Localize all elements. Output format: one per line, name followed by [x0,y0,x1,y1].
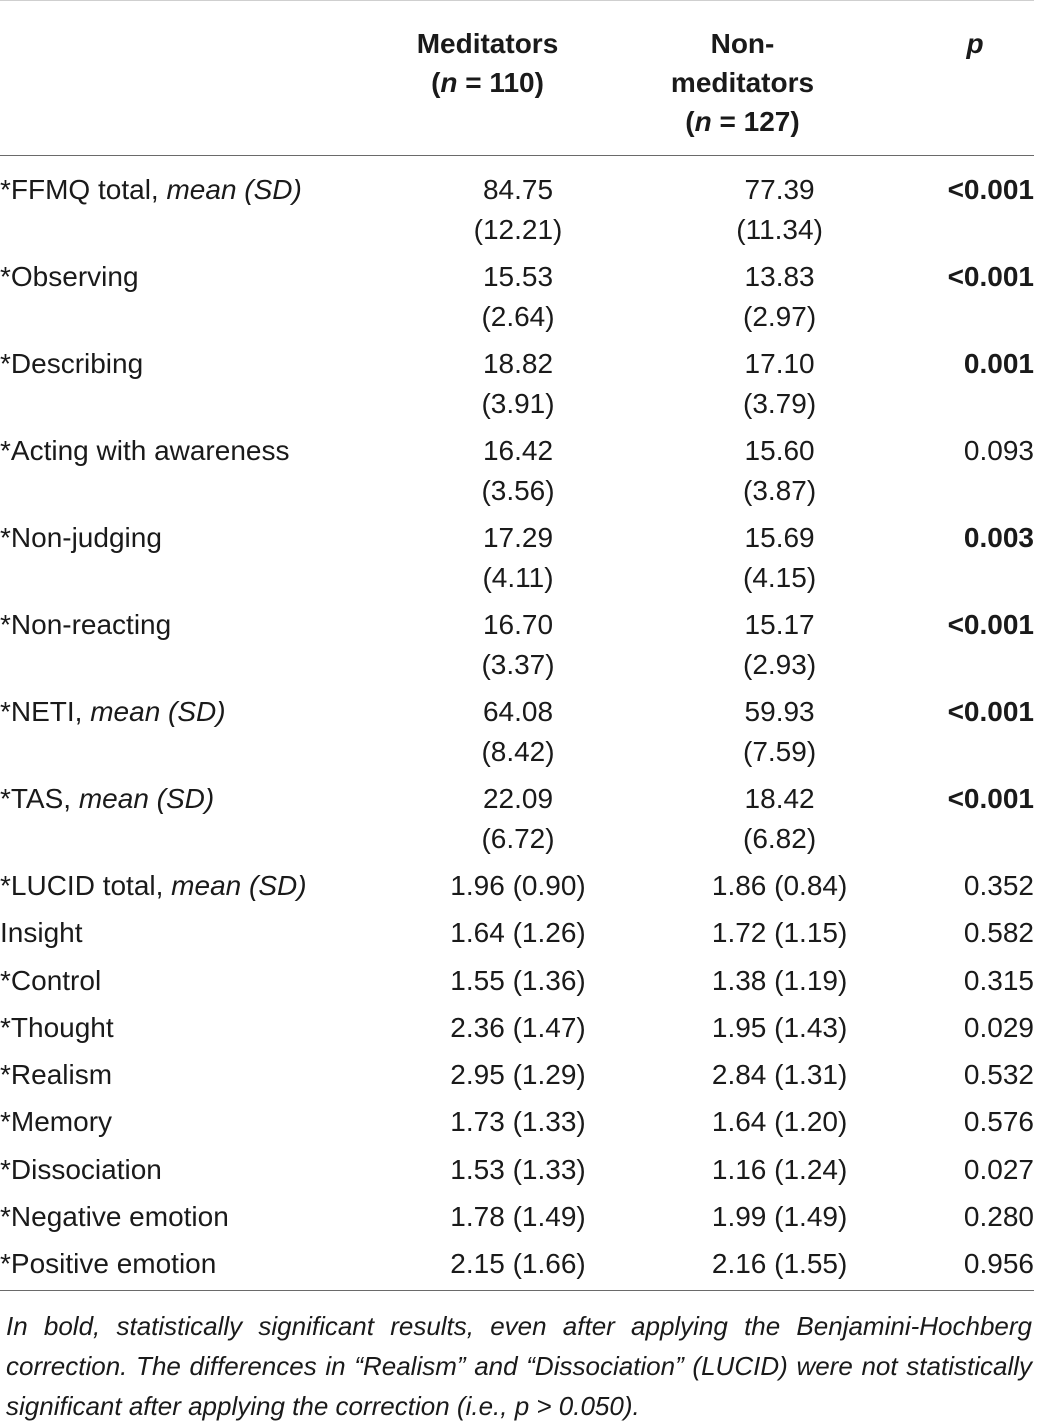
cell-mean: 16.70 [482,609,554,640]
non-meditators-value [646,961,913,1008]
cell-mean: 1.95 (1.43) [711,1011,848,1043]
cell-mean: 1.64 (1.20) [711,1106,848,1138]
row-label-stat: mean (SD) [90,696,226,727]
p-value: 0.352 [963,870,1034,901]
non-meditators-value [646,692,913,779]
row-label-text: *Negative emotion [0,1201,229,1233]
table-row [0,913,1034,960]
row-label-text: *Non-judging [0,522,162,553]
cell-sd: (3.56) [481,475,555,506]
table-row [0,1008,1034,1055]
non-meditators-value [646,779,913,866]
non-meditators-value [646,344,913,431]
table-row [0,1244,1034,1291]
cell-mean: 77.39 [744,174,815,205]
header-rule [0,155,1034,156]
row-label [0,1055,390,1102]
cell-sd: (3.87) [743,475,817,506]
row-label [0,913,390,960]
non-meditators-value [646,1102,913,1149]
table-row [0,692,1034,779]
row-label-text: *LUCID total, [0,870,172,901]
cell-mean: 17.10 [744,348,815,379]
results-table-body [0,170,1034,1292]
row-label [0,431,390,518]
non-meditators-value [646,1055,913,1102]
row-label-text: *Acting with awareness [0,435,290,466]
row-label [0,344,390,431]
table-row [0,170,1034,257]
p-value: <0.001 [947,609,1034,640]
meditators-value [390,431,646,518]
cell-sd: (4.15) [743,562,817,593]
row-label [0,1102,390,1149]
cell-mean: 1.73 (1.33) [450,1106,586,1138]
bottom-rule [0,1290,1034,1291]
header-non-meditators-n: (n = 127) [685,106,800,137]
cell-sd: (8.42) [481,736,555,767]
meditators-value [390,1008,646,1055]
row-label [0,1197,390,1244]
table-row [0,518,1034,605]
p-value: <0.001 [947,783,1034,814]
meditators-value [390,518,646,605]
non-meditators-value [646,1008,913,1055]
meditators-value [390,1197,646,1244]
cell-mean: 2.16 (1.55) [711,1248,848,1280]
non-meditators-value [646,1197,913,1244]
p-value: 0.532 [963,1059,1034,1091]
p-value: 0.576 [963,1106,1034,1138]
non-meditators-value [646,431,913,518]
cell-mean: 1.55 (1.36) [450,964,586,996]
cell-sd: (7.59) [743,736,817,767]
row-label-text: *Memory [0,1106,113,1138]
row-label-text: *Dissociation [0,1153,162,1185]
p-value: 0.093 [963,435,1034,466]
cell-mean: 2.84 (1.31) [711,1059,848,1091]
table-row [0,344,1034,431]
cell-mean: 13.83 [744,261,815,292]
row-label-stat: mean (SD) [166,174,302,205]
cell-mean: 1.38 (1.19) [711,964,848,996]
meditators-value [390,170,646,257]
cell-mean: 16.42 [482,435,554,466]
row-label-text: Insight [0,917,83,949]
non-meditators-value [646,170,913,257]
row-label-text: *Non-reacting [0,609,172,640]
row-label [0,961,390,1008]
cell-mean: 1.64 (1.26) [450,917,586,949]
p-value: <0.001 [947,174,1034,205]
row-label-text: *Control [0,964,102,996]
cell-sd: (12.21) [473,214,563,245]
row-label-text: *Describing [0,348,144,379]
p-value: 0.003 [963,522,1034,553]
p-value: 0.582 [963,917,1034,949]
cell-sd: (3.79) [743,388,817,419]
meditators-value [390,779,646,866]
cell-mean: 1.72 (1.15) [711,917,848,949]
cell-sd: (2.93) [743,649,817,680]
p-value: 0.029 [963,1011,1034,1043]
meditators-value [390,344,646,431]
row-label [0,779,390,866]
p-value: 0.280 [963,1201,1034,1233]
row-label [0,1150,390,1197]
cell-mean: 1.53 (1.33) [450,1153,586,1185]
meditators-value [390,1055,646,1102]
cell-mean: 15.60 [744,435,815,466]
table-row [0,605,1034,692]
cell-sd: (6.82) [743,823,817,854]
row-label-text: *Thought [0,1011,114,1043]
p-value: 0.315 [963,964,1034,996]
row-label [0,866,390,913]
p-value: <0.001 [947,261,1034,292]
table-row [0,961,1034,1008]
cell-mean: 22.09 [482,783,554,814]
meditators-value [390,605,646,692]
header-p-value: p [966,28,984,59]
cell-sd: (4.11) [482,562,554,593]
header-non-meditators [640,24,845,141]
cell-sd: (6.72) [481,823,555,854]
cell-sd: (3.91) [481,388,555,419]
meditators-value [390,866,646,913]
table-row [0,1197,1034,1244]
table-footnote [6,1306,1032,1426]
cell-mean: 18.82 [482,348,554,379]
row-label [0,692,390,779]
header-meditators-n: (n = 110) [431,67,544,98]
non-meditators-value [646,605,913,692]
cell-mean: 1.78 (1.49) [450,1201,586,1233]
row-label [0,170,390,257]
top-rule [0,0,1034,1]
row-label [0,605,390,692]
meditators-value [390,692,646,779]
non-meditators-value [646,1244,913,1291]
meditators-value [390,961,646,1008]
header-meditators [400,24,575,102]
cell-mean: 1.86 (0.84) [711,870,848,901]
cell-mean: 2.15 (1.66) [450,1248,586,1280]
table-row [0,1102,1034,1149]
row-label [0,257,390,344]
cell-mean: 17.29 [482,522,554,553]
p-value: 0.027 [963,1153,1034,1185]
table-row [0,1150,1034,1197]
cell-sd: (2.64) [481,301,555,332]
cell-mean: 64.08 [482,696,554,727]
meditators-value [390,257,646,344]
meditators-value [390,1102,646,1149]
cell-mean: 1.99 (1.49) [711,1201,848,1233]
cell-mean: 15.17 [744,609,815,640]
cell-mean: 15.53 [482,261,554,292]
cell-sd: (2.97) [743,301,817,332]
row-label-text: *Positive emotion [0,1248,217,1280]
row-label-text: *Realism [0,1059,113,1091]
table-row [0,431,1034,518]
header-non-meditators-line2: meditators [670,67,815,98]
header-non-meditators-line1: Non- [710,28,775,59]
row-label-text: *FFMQ total, [0,174,167,205]
p-value: 0.001 [963,348,1034,379]
row-label [0,518,390,605]
row-label [0,1244,390,1291]
table-row [0,779,1034,866]
cell-mean: 2.36 (1.47) [450,1011,586,1043]
cell-mean: 1.16 (1.24) [711,1153,848,1185]
cell-mean: 15.69 [744,522,815,553]
meditators-value [390,1244,646,1291]
table-row [0,1055,1034,1102]
row-label-text: *Observing [0,261,139,292]
non-meditators-value [646,866,913,913]
cell-mean: 1.96 (0.90) [450,870,586,901]
row-label-stat: mean (SD) [171,870,307,901]
p-value: <0.001 [947,696,1034,727]
row-label-text: *NETI, [0,696,91,727]
meditators-value [390,913,646,960]
p-value: 0.956 [963,1248,1034,1280]
row-label [0,1008,390,1055]
cell-mean: 18.42 [744,783,815,814]
cell-sd: (3.37) [481,649,555,680]
table-row [0,866,1034,913]
cell-mean: 84.75 [482,174,554,205]
row-label-text: *TAS, [0,783,79,814]
cell-mean: 2.95 (1.29) [450,1059,586,1091]
header-meditators-title: Meditators [416,28,559,59]
non-meditators-value [646,1150,913,1197]
table-row [0,257,1034,344]
non-meditators-value [646,913,913,960]
meditators-value [390,1150,646,1197]
cell-mean: 59.93 [744,696,815,727]
footnote-text: In bold, statistically significant results, even after applying the Benjamini-Hochberg correction. The differences in “Realism” and “Dissociation” (LUCID) were not statistically significant after applying the correction (i.e., p > 0.050). [6,1311,1032,1421]
non-meditators-value [646,257,913,344]
non-meditators-value [646,518,913,605]
row-label-stat: mean (SD) [78,783,215,814]
results-table [0,170,1034,1292]
cell-sd: (11.34) [736,214,823,245]
